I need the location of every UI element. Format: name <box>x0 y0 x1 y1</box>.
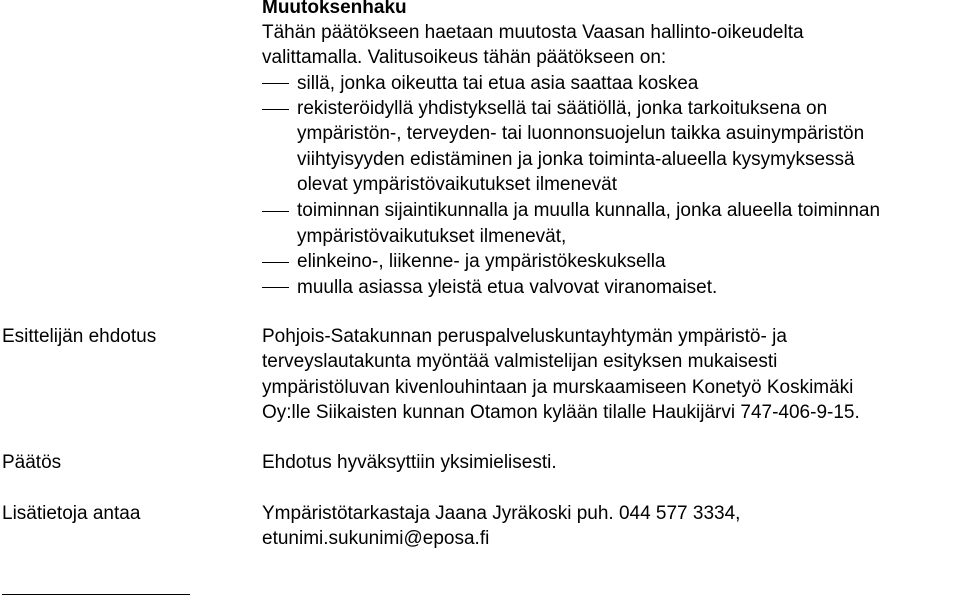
contact-line: Ympäristötarkastaja Jaana Jyräkoski puh. 044 577 3334, <box>262 503 741 524</box>
dash-bullet-marker <box>262 262 289 263</box>
contact-email: etunimi.sukunimi@eposa.fi <box>262 528 490 549</box>
bullet-line: viihtyisyyden edistäminen ja jonka toiminta-alueella kysymyksessä <box>297 149 855 170</box>
bullet-line: elinkeino-, liikenne- ja ympäristökeskuksella <box>297 251 666 272</box>
dash-bullet-marker <box>262 109 289 110</box>
section-label-esittelijan-ehdotus: Esittelijän ehdotus <box>2 326 157 347</box>
body-line: valittamalla. Valitusoikeus tähän päätökseen on: <box>262 47 667 68</box>
bullet-line: sillä, jonka oikeutta tai etua asia saattaa koskea <box>297 73 699 94</box>
body-line: Tähän päätökseen haetaan muutosta Vaasan hallinto-oikeudelta <box>262 22 804 43</box>
section-heading-muutoksenhaku: Muutoksenhaku <box>262 0 407 18</box>
dash-bullet-marker <box>262 211 289 212</box>
proposal-line: Oy:lle Siikaisten kunnan Otamon kylään tilalle Haukijärvi 747-406-9-15. <box>262 402 860 423</box>
bullet-line: toiminnan sijaintikunnalla ja muulla kunnalla, jonka alueella toiminnan <box>297 200 881 221</box>
footer-rule <box>2 594 190 595</box>
dash-bullet-marker <box>262 83 289 84</box>
dash-bullet-marker <box>262 287 289 288</box>
proposal-line: Pohjois-Satakunnan peruspalveluskuntayhtymän ympäristö- ja <box>262 326 787 347</box>
bullet-line: olevat ympäristövaikutukset ilmenevät <box>297 174 617 195</box>
proposal-line: terveyslautakunta myöntää valmistelijan esityksen mukaisesti <box>262 351 778 372</box>
bullet-line: rekisteröidyllä yhdistyksellä tai säätiöllä, jonka tarkoituksena on <box>297 98 828 119</box>
decision-text: Ehdotus hyväksyttiin yksimielisesti. <box>262 452 557 473</box>
proposal-line: ympäristöluvan kivenlouhintaan ja murskaamiseen Konetyö Koskimäki <box>262 377 854 398</box>
section-label-lisatietoja: Lisätietoja antaa <box>2 503 141 524</box>
section-label-paatos: Päätös <box>2 452 62 473</box>
bullet-line: muulla asiassa yleistä etua valvovat viranomaiset. <box>297 277 718 298</box>
bullet-line: ympäristön-, terveyden- tai luonnonsuojelun taikka asuinympäristön <box>297 123 865 144</box>
bullet-line: ympäristövaikutukset ilmenevät, <box>297 226 567 247</box>
